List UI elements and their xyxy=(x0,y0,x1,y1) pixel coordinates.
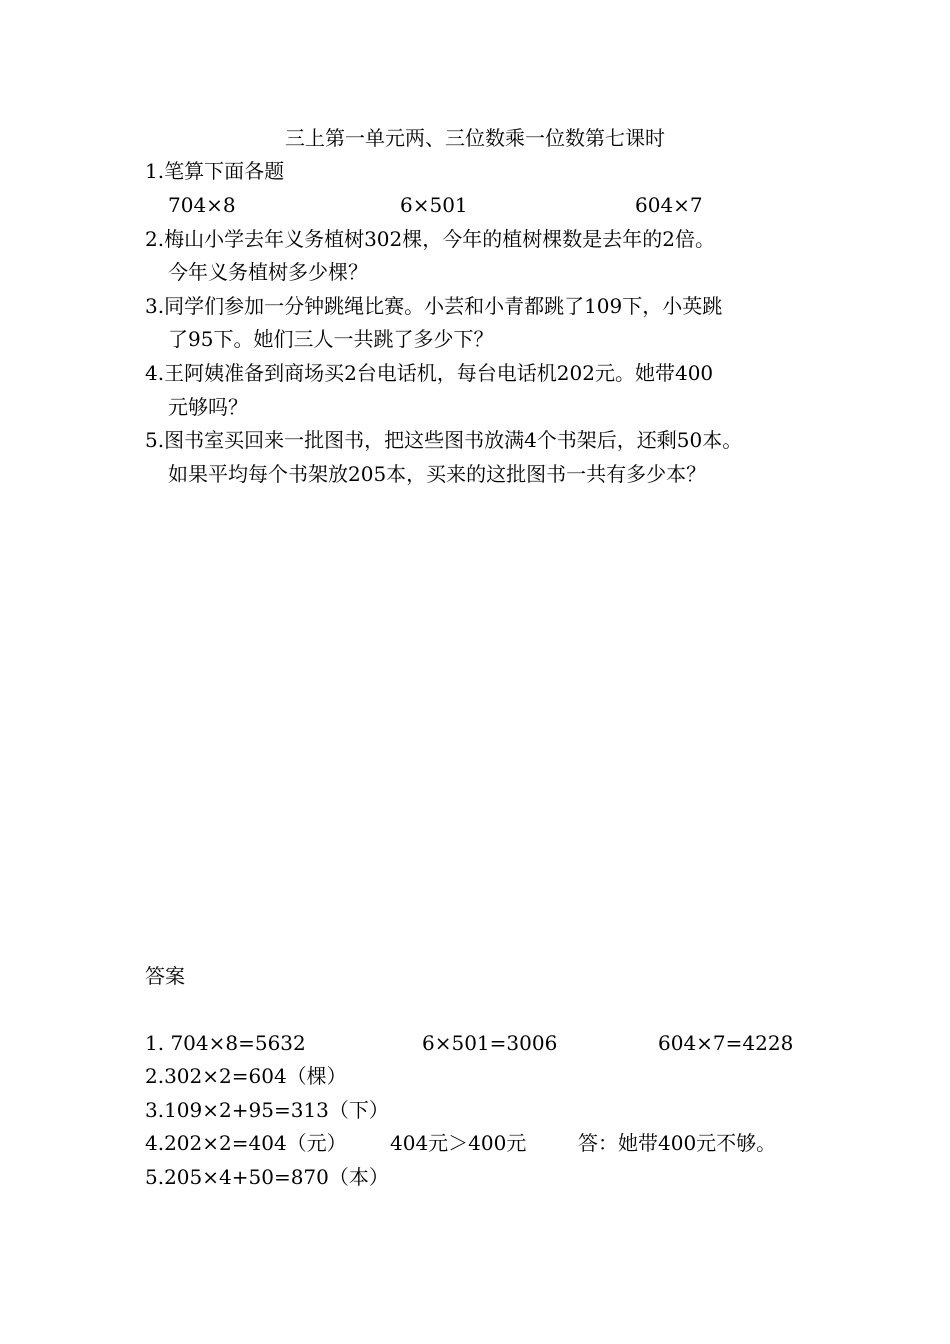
question-5-line-1: 5.图书室买回来一批图书，把这些图书放满4个书架后，还剩50本。 xyxy=(145,428,743,452)
answer-5: 5.205×4+50=870（本） xyxy=(145,1165,389,1189)
answer-1-part-2: 6×501=3006 xyxy=(422,1031,558,1055)
answers-heading: 答案 xyxy=(145,964,185,988)
answer-4-part-2: 404元＞400元 xyxy=(390,1131,527,1155)
answer-1-part-1: 1. 704×8=5632 xyxy=(145,1031,306,1055)
question-1-item-2: 6×501 xyxy=(400,193,468,217)
answer-1-part-3: 604×7=4228 xyxy=(658,1031,794,1055)
question-3-line-2: 了95下。她们三人一共跳了多少下？ xyxy=(168,327,494,351)
question-2-line-1: 2.梅山小学去年义务植树302棵，今年的植树棵数是去年的2倍。 xyxy=(145,227,715,251)
answer-3: 3.109×2+95=313（下） xyxy=(145,1098,389,1122)
question-4-line-2: 元够吗？ xyxy=(168,395,248,419)
answer-4-part-1: 4.202×2=404（元） xyxy=(145,1131,347,1155)
question-3-line-1: 3.同学们参加一分钟跳绳比赛。小芸和小青都跳了109下，小英跳 xyxy=(145,294,723,318)
question-1-item-3: 604×7 xyxy=(635,193,703,217)
answer-2: 2.302×2=604（棵） xyxy=(145,1064,347,1088)
question-4-line-1: 4.王阿姨准备到商场买2台电话机，每台电话机202元。她带400 xyxy=(145,361,714,385)
question-2-line-2: 今年义务植树多少棵？ xyxy=(168,260,368,284)
worksheet-title: 三上第一单元两、三位数乘一位数第七课时 xyxy=(285,126,665,150)
question-1-label: 1.笔算下面各题 xyxy=(145,159,285,183)
answer-4-part-3: 答：她带400元不够。 xyxy=(578,1131,777,1155)
question-1-item-1: 704×8 xyxy=(168,193,236,217)
question-5-line-2: 如果平均每个书架放205本，买来的这批图书一共有多少本？ xyxy=(168,462,707,486)
